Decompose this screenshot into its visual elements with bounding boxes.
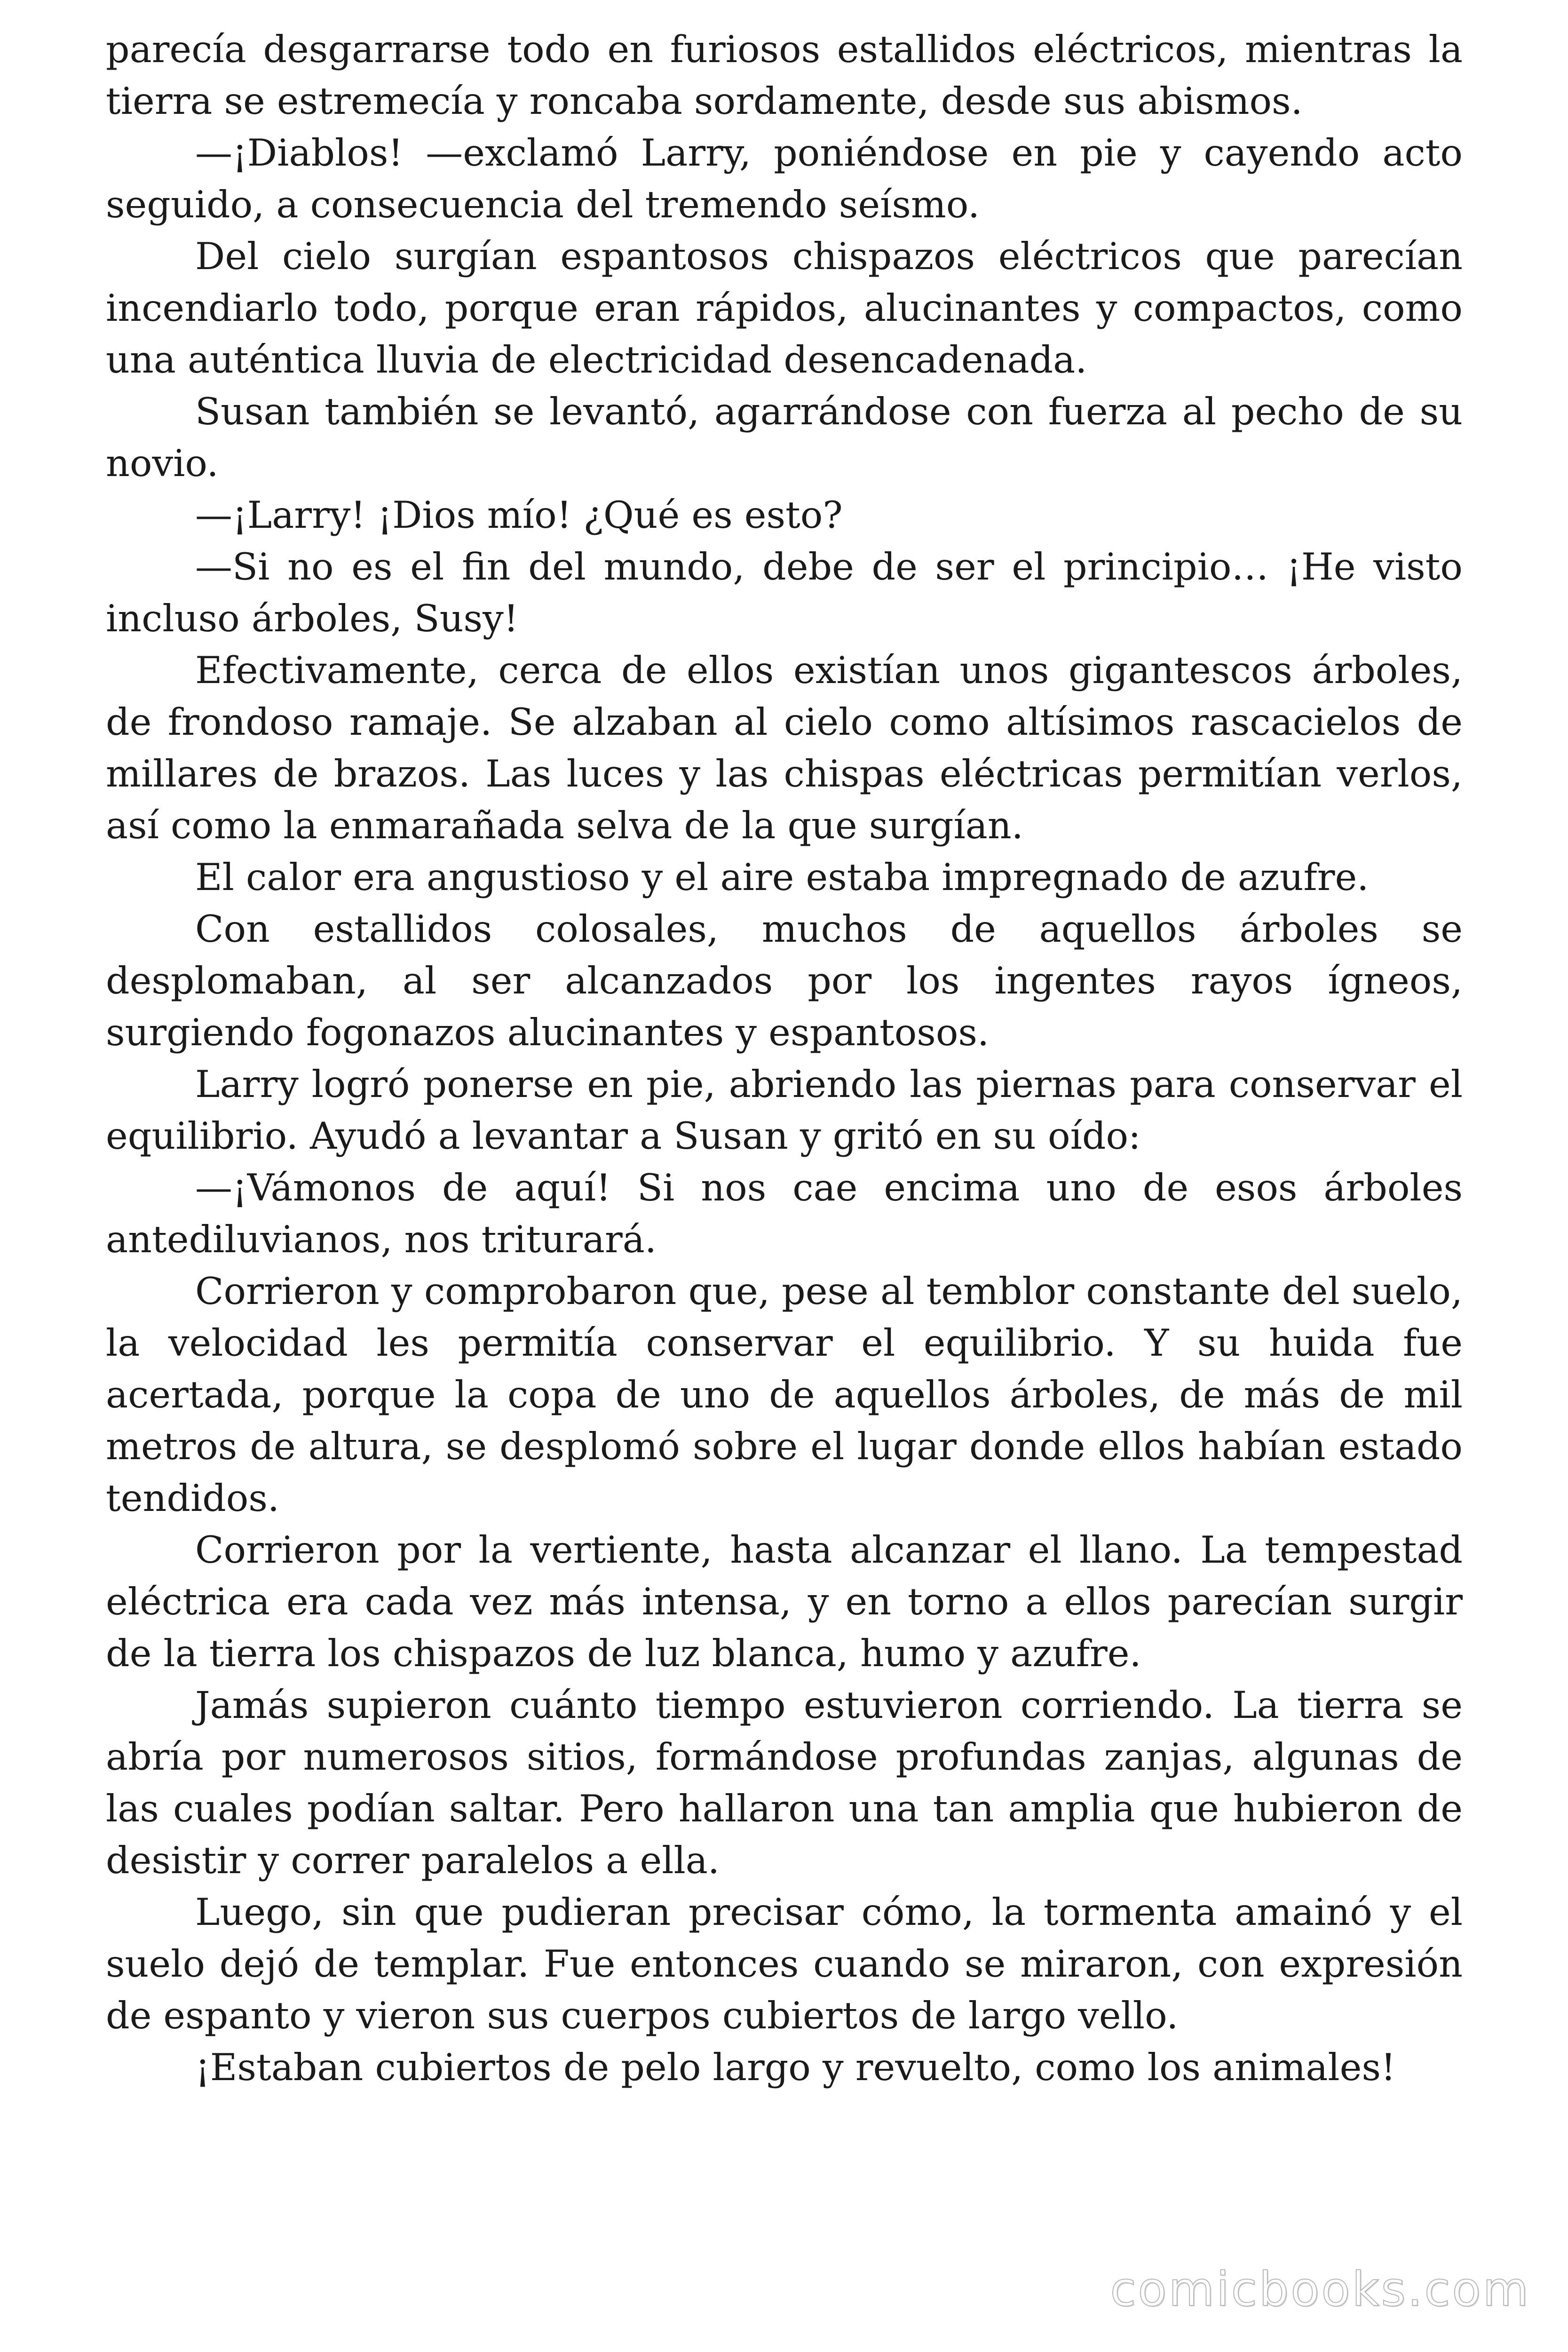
paragraph: —¡Larry! ¡Dios mío! ¿Qué es esto? bbox=[195, 493, 843, 537]
paragraph: —Si no es el fin del mundo, debe de ser el principio… ¡He visto incluso árboles, Susy! bbox=[106, 545, 1463, 640]
paragraph: Susan también se levantó, agarrándose con fuerza al pecho de su novio. bbox=[106, 390, 1463, 485]
paragraph: Del cielo surgían espantosos chispazos eléctricos que parecían incendiarlo todo, porque eran rápidos, alucinantes y compactos, como una auténtica lluvia de electricidad desencadenada. bbox=[106, 235, 1463, 381]
paragraph: Jamás supieron cuánto tiempo estuvieron corriendo. La tierra se abría por numerosos sitios, formándose profundas zanjas, algunas de las cuales podían saltar. Pero hallaron una tan amplia que hubieron de desistir y correr paralelos a ella. bbox=[106, 1684, 1463, 1882]
paragraph: Efectivamente, cerca de ellos existían unos gigantescos árboles, de frondoso ramaje. Se alzaban al cielo como altísimos rascacielos de millares de brazos. Las luces y las chispas eléctricas permitían verlos, así como la enmarañada selva de la que surgían. bbox=[106, 649, 1463, 847]
paragraph: —¡Vámonos de aquí! Si nos cae encima uno de esos árboles antediluvianos, nos triturará. bbox=[106, 1166, 1463, 1261]
paragraph: Luego, sin que pudieran precisar cómo, la tormenta amainó y el suelo dejó de templar. Fue entonces cuando se miraron, con expresión de espanto y vieron sus cuerpos cubiertos de largo vello. bbox=[106, 1891, 1463, 2037]
paragraph: ¡Estaban cubiertos de pelo largo y revuelto, como los animales! bbox=[195, 2046, 1396, 2089]
watermark-logo: comicbooks.com bbox=[1110, 2262, 1530, 2317]
paragraph: Corrieron y comprobaron que, pese al temblor constante del suelo, la velocidad les permitía conservar el equilibrio. Y su huida fue acertada, porque la copa de uno de aquellos árboles, de más de mil metros de altura, se desplomó sobre el lugar donde ellos habían estado tendidos. bbox=[106, 1270, 1463, 1520]
paragraph: El calor era angustioso y el aire estaba impregnado de azufre. bbox=[195, 856, 1369, 899]
paragraph: Con estallidos colosales, muchos de aquellos árboles se desplomaban, al ser alcanzados por los ingentes rayos ígneos, surgiendo fogonazos alucinantes y espantosos. bbox=[106, 907, 1463, 1054]
paragraph: Corrieron por la vertiente, hasta alcanzar el llano. La tempestad eléctrica era cada vez más intensa, y en torno a ellos parecían surgir de la tierra los chispazos de luz blanca, humo y azufre. bbox=[106, 1528, 1463, 1675]
paragraph-continuation: parecía desgarrarse todo en furiosos estallidos eléctricos, mientras la tierra se estremecía y roncaba sordamente, desde sus abismos. bbox=[106, 28, 1463, 123]
paragraph: Larry logró ponerse en pie, abriendo las piernas para conservar el equilibrio. Ayudó a levantar a Susan y gritó en su oído: bbox=[106, 1063, 1463, 1158]
page-body bbox=[106, 24, 1463, 2093]
paragraph: —¡Diablos! —exclamó Larry, poniéndose en pie y cayendo acto seguido, a consecuencia del tremendo seísmo. bbox=[106, 131, 1463, 226]
